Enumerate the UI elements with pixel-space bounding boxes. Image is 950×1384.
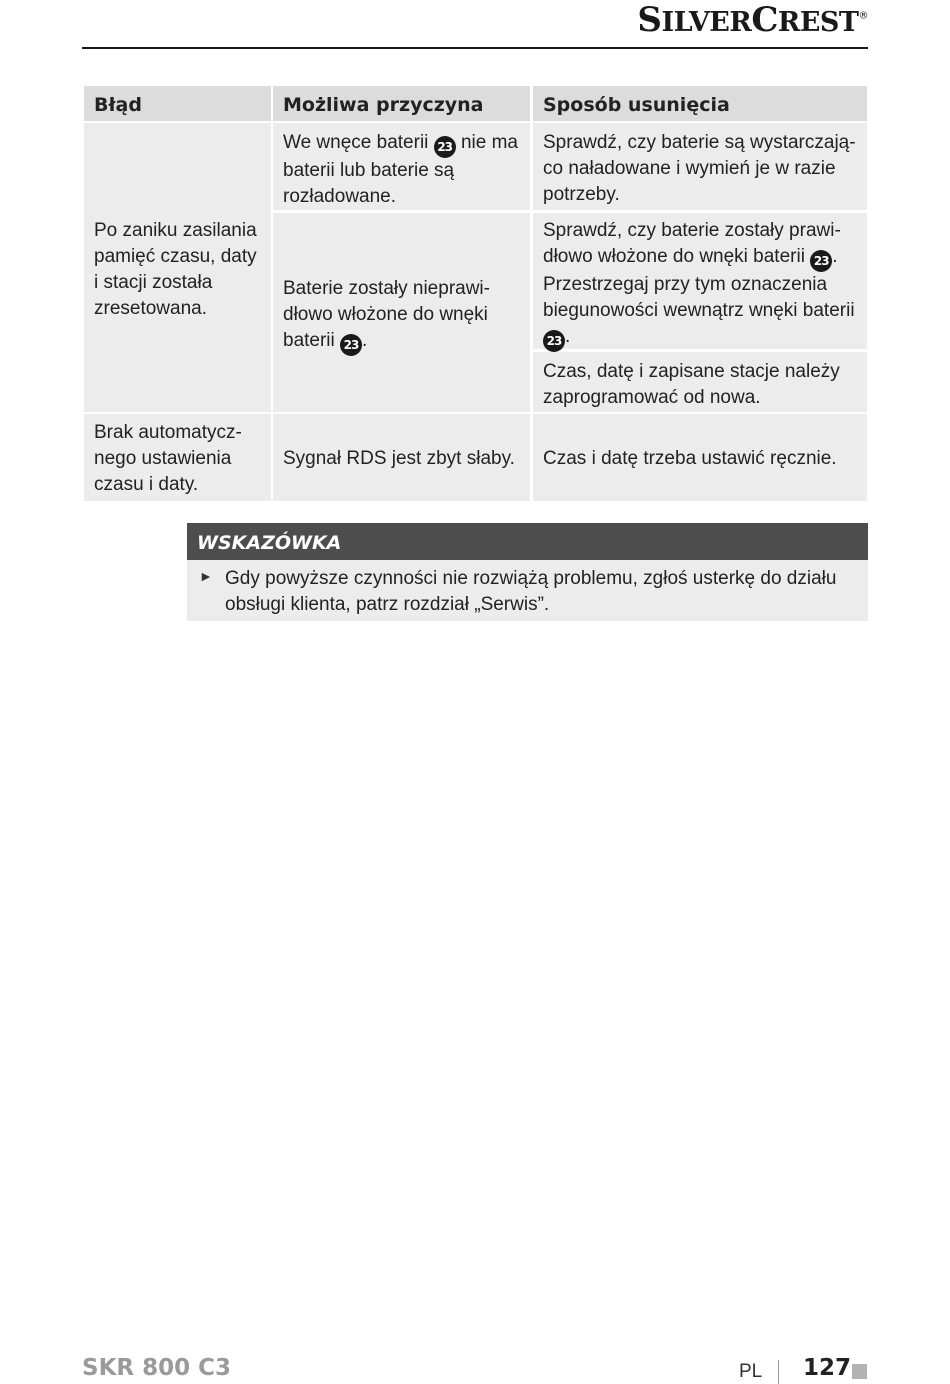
error-cell: Brak automatycz-nego ustawienia czasu i daty. xyxy=(84,414,271,501)
page-number: 127 xyxy=(803,1355,852,1381)
cause-cell: Baterie zostały nieprawi-dłowo włożone do wnęki baterii 23 . xyxy=(273,213,530,412)
header-cell-error: Błąd xyxy=(84,86,271,121)
number-badge: 23 xyxy=(543,330,565,352)
page-marker xyxy=(852,1364,867,1379)
cause-cell: We wnęce baterii 23 nie ma baterii lub baterie są rozładowane. xyxy=(273,123,530,210)
remedy-cell: Czas, datę i zapisane stacje należy zaprogramować od nowa. xyxy=(533,352,867,412)
header-rule xyxy=(82,47,868,49)
triangle-right-icon: ► xyxy=(199,568,213,584)
note-box xyxy=(187,560,868,621)
note-text: Gdy powyższe czynności nie rozwiążą problemu, zgłoś usterkę do działu obsługi klienta, patrz rozdział „Serwis”. xyxy=(225,568,837,615)
remedy-cell: Czas i datę trzeba ustawić ręcznie. xyxy=(533,414,867,501)
brand-logo: SILVERCREST® xyxy=(637,0,868,40)
header-cell-cause: Możliwa przyczyna xyxy=(273,86,530,121)
footer-divider xyxy=(778,1360,779,1384)
number-badge: 23 xyxy=(434,136,456,158)
cause-cell: Sygnał RDS jest zbyt słaby. xyxy=(273,414,530,501)
remedy-cell: Sprawdź, czy baterie są wystarczają-co naładowane i wymień je w razie potrzeby. xyxy=(533,123,867,210)
error-cell: Po zaniku zasilania pamięć czasu, daty i stacji została zresetowana. xyxy=(84,123,271,412)
number-badge: 23 xyxy=(340,334,362,356)
header-cell-remedy: Sposób usunięcia xyxy=(533,86,867,121)
remedy-cell: Sprawdź, czy baterie zostały prawi-dłowo włożone do wnęki baterii 23 . Przestrzegaj przy tym oznaczenia biegunowości wewnątrz wnęki baterii 23 . xyxy=(533,213,867,349)
note-title: WSKAZÓWKA xyxy=(187,523,868,560)
model-name: SKR 800 C3 xyxy=(82,1355,232,1381)
language-code: PL xyxy=(739,1361,763,1382)
number-badge: 23 xyxy=(810,250,832,272)
